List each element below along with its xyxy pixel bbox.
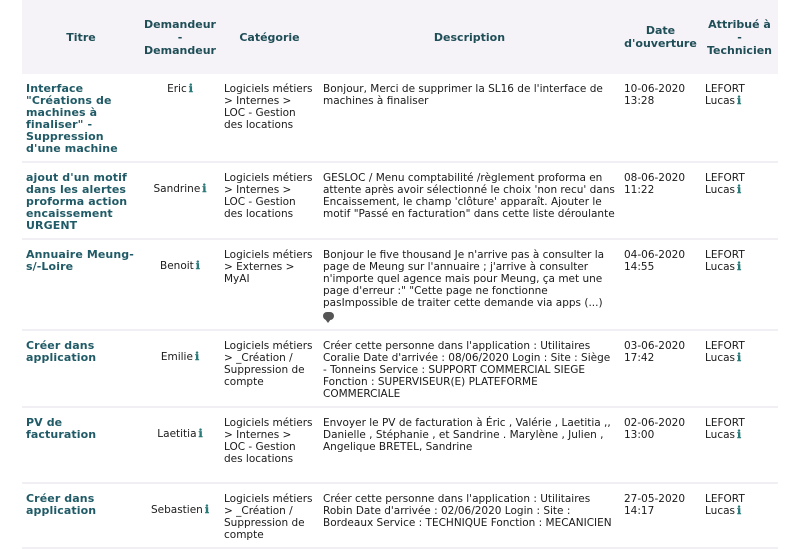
column-header-requester[interactable]: Demandeur - Demandeur — [140, 0, 220, 74]
table-row — [22, 331, 778, 408]
date-cell: 08-06-2020 11:22 — [620, 163, 701, 240]
requester-name: Sebastien — [150, 504, 203, 516]
info-icon[interactable]: ℹ — [737, 428, 742, 441]
ticket-title-cell — [22, 484, 140, 549]
requester-cell — [140, 408, 220, 484]
table-header-row — [22, 0, 778, 74]
ticket-title-link[interactable]: Créer dans application — [26, 492, 97, 517]
assigned-cell: LEFORT Lucas ℹ — [701, 163, 778, 240]
requester-name: Laetitia — [157, 428, 197, 440]
category-cell: Logiciels métiers > Internes > LOC - Gestion des locations — [220, 74, 319, 163]
ticket-list — [22, 0, 778, 549]
requester-name: Sandrine — [153, 183, 201, 195]
ticket-title-cell — [22, 331, 140, 408]
date-cell: 02-06-2020 13:00 — [620, 408, 701, 484]
ticket-title-cell — [22, 408, 140, 484]
table-row — [22, 240, 778, 331]
description-cell: GESLOC / Menu comptabilité /règlement proforma en attente après avoir sélectionné le choix 'non recu' dans Encaissement, le champ 'clôture' apparaît. Ajouter le motif "Passé en facturation" dans cette liste déroulante — [319, 163, 620, 240]
info-icon[interactable]: ℹ — [737, 94, 742, 107]
ticket-title-link[interactable]: Annuaire Meung-s/-Loire — [26, 248, 134, 273]
assigned-cell: LEFORT Lucas ℹ — [701, 240, 778, 331]
info-icon[interactable]: ℹ — [194, 350, 200, 363]
table-row — [22, 163, 778, 240]
date-cell: 10-06-2020 13:28 — [620, 74, 701, 163]
ticket-title-link[interactable]: PV de facturation — [26, 416, 97, 441]
info-icon[interactable]: ℹ — [737, 183, 742, 196]
description-cell: Créer cette personne dans l'application : Utilitaires Coralie Date d'arrivée : 08/06/2020 Login : Site : Siège - Tonneins Service : SUPPORT COMMERCIAL SIEGE Fonction : SUPERVISEUR(E) PLATEFORME COMMERCIALE — [319, 331, 620, 408]
ticket-title-link[interactable]: Créer dans application — [26, 339, 97, 364]
column-header-category[interactable]: Catégorie — [220, 0, 319, 74]
column-header-title[interactable]: Titre — [22, 0, 140, 74]
date-cell: 04-06-2020 14:55 — [620, 240, 701, 331]
column-header-description[interactable]: Description — [319, 0, 620, 74]
ticket-title-link[interactable]: Interface "Créations de machines à finaliser" - Suppression d'une machine — [26, 82, 118, 155]
description-cell: Envoyer le PV de facturation à Éric , Valérie , Laetitia ,, Danielle , Stéphanie , et Sandrine . Marylène , Julien , Angelique BRETEL, Sandrine — [319, 408, 620, 484]
info-icon[interactable]: ℹ — [737, 351, 742, 364]
ticket-title-link[interactable]: ajout d'un motif dans les alertes proforma action encaissement URGENT — [26, 171, 128, 232]
ticket-title-cell — [22, 74, 140, 163]
category-cell: Logiciels métiers > Internes > LOC - Gestion des locations — [220, 163, 319, 240]
assigned-cell: LEFORT Lucas ℹ — [701, 331, 778, 408]
requester-name: Benoit — [160, 260, 194, 272]
tickets-table — [22, 0, 778, 549]
description-cell: Créer cette personne dans l'application : Utilitaires Robin Date d'arrivée : 02/06/2020 Login : Site : Bordeaux Service : TECHNIQUE Fonction : MECANICIEN — [319, 484, 620, 549]
table-row — [22, 74, 778, 163]
date-cell: 03-06-2020 17:42 — [620, 331, 701, 408]
info-icon[interactable]: ℹ — [737, 504, 742, 517]
column-header-assigned[interactable]: Attribué à - Technicien — [701, 0, 778, 74]
description-cell: Bonjour le five thousand Je n'arrive pas à consulter la page de Meung sur l'annuaire ; j'arrive à consulter n'importe quel agence mais pour Meung, ça met une page d'erreur :" "Cette page ne fonctionne pasImpossible de traiter cette demande via apps (...) — [319, 240, 620, 331]
column-header-date[interactable]: Date d'ouverture — [620, 0, 701, 74]
requester-cell — [140, 331, 220, 408]
info-icon[interactable]: ℹ — [737, 260, 742, 273]
category-cell: Logiciels métiers > Internes > LOC - Gestion des locations — [220, 408, 319, 484]
table-row — [22, 408, 778, 484]
category-cell: Logiciels métiers > _Création / Suppression de compte — [220, 331, 319, 408]
category-cell: Logiciels métiers > Externes > MyAI — [220, 240, 319, 331]
assigned-cell: LEFORT Lucas ℹ — [701, 408, 778, 484]
date-cell: 27-05-2020 14:17 — [620, 484, 701, 549]
ticket-title-cell — [22, 240, 140, 331]
table-row — [22, 484, 778, 549]
category-cell: Logiciels métiers > _Création / Suppression de compte — [220, 484, 319, 549]
assigned-cell: LEFORT Lucas ℹ — [701, 74, 778, 163]
info-icon[interactable]: ℹ — [198, 427, 203, 440]
description-cell: Bonjour, Merci de supprimer la SL16 de l'interface de machines à finaliser — [319, 74, 620, 163]
requester-name: Eric — [167, 83, 187, 95]
followup-chat-icon[interactable] — [323, 312, 334, 320]
requester-cell — [140, 240, 220, 331]
requester-cell — [140, 74, 220, 163]
info-icon[interactable]: ℹ — [204, 503, 210, 516]
info-icon[interactable]: ℹ — [202, 182, 207, 195]
info-icon[interactable]: ℹ — [195, 259, 200, 272]
requester-name: Emilie — [160, 351, 193, 363]
ticket-title-cell — [22, 163, 140, 240]
requester-cell — [140, 163, 220, 240]
requester-cell — [140, 484, 220, 549]
assigned-cell: LEFORT Lucas ℹ — [701, 484, 778, 549]
info-icon[interactable]: ℹ — [188, 82, 193, 95]
